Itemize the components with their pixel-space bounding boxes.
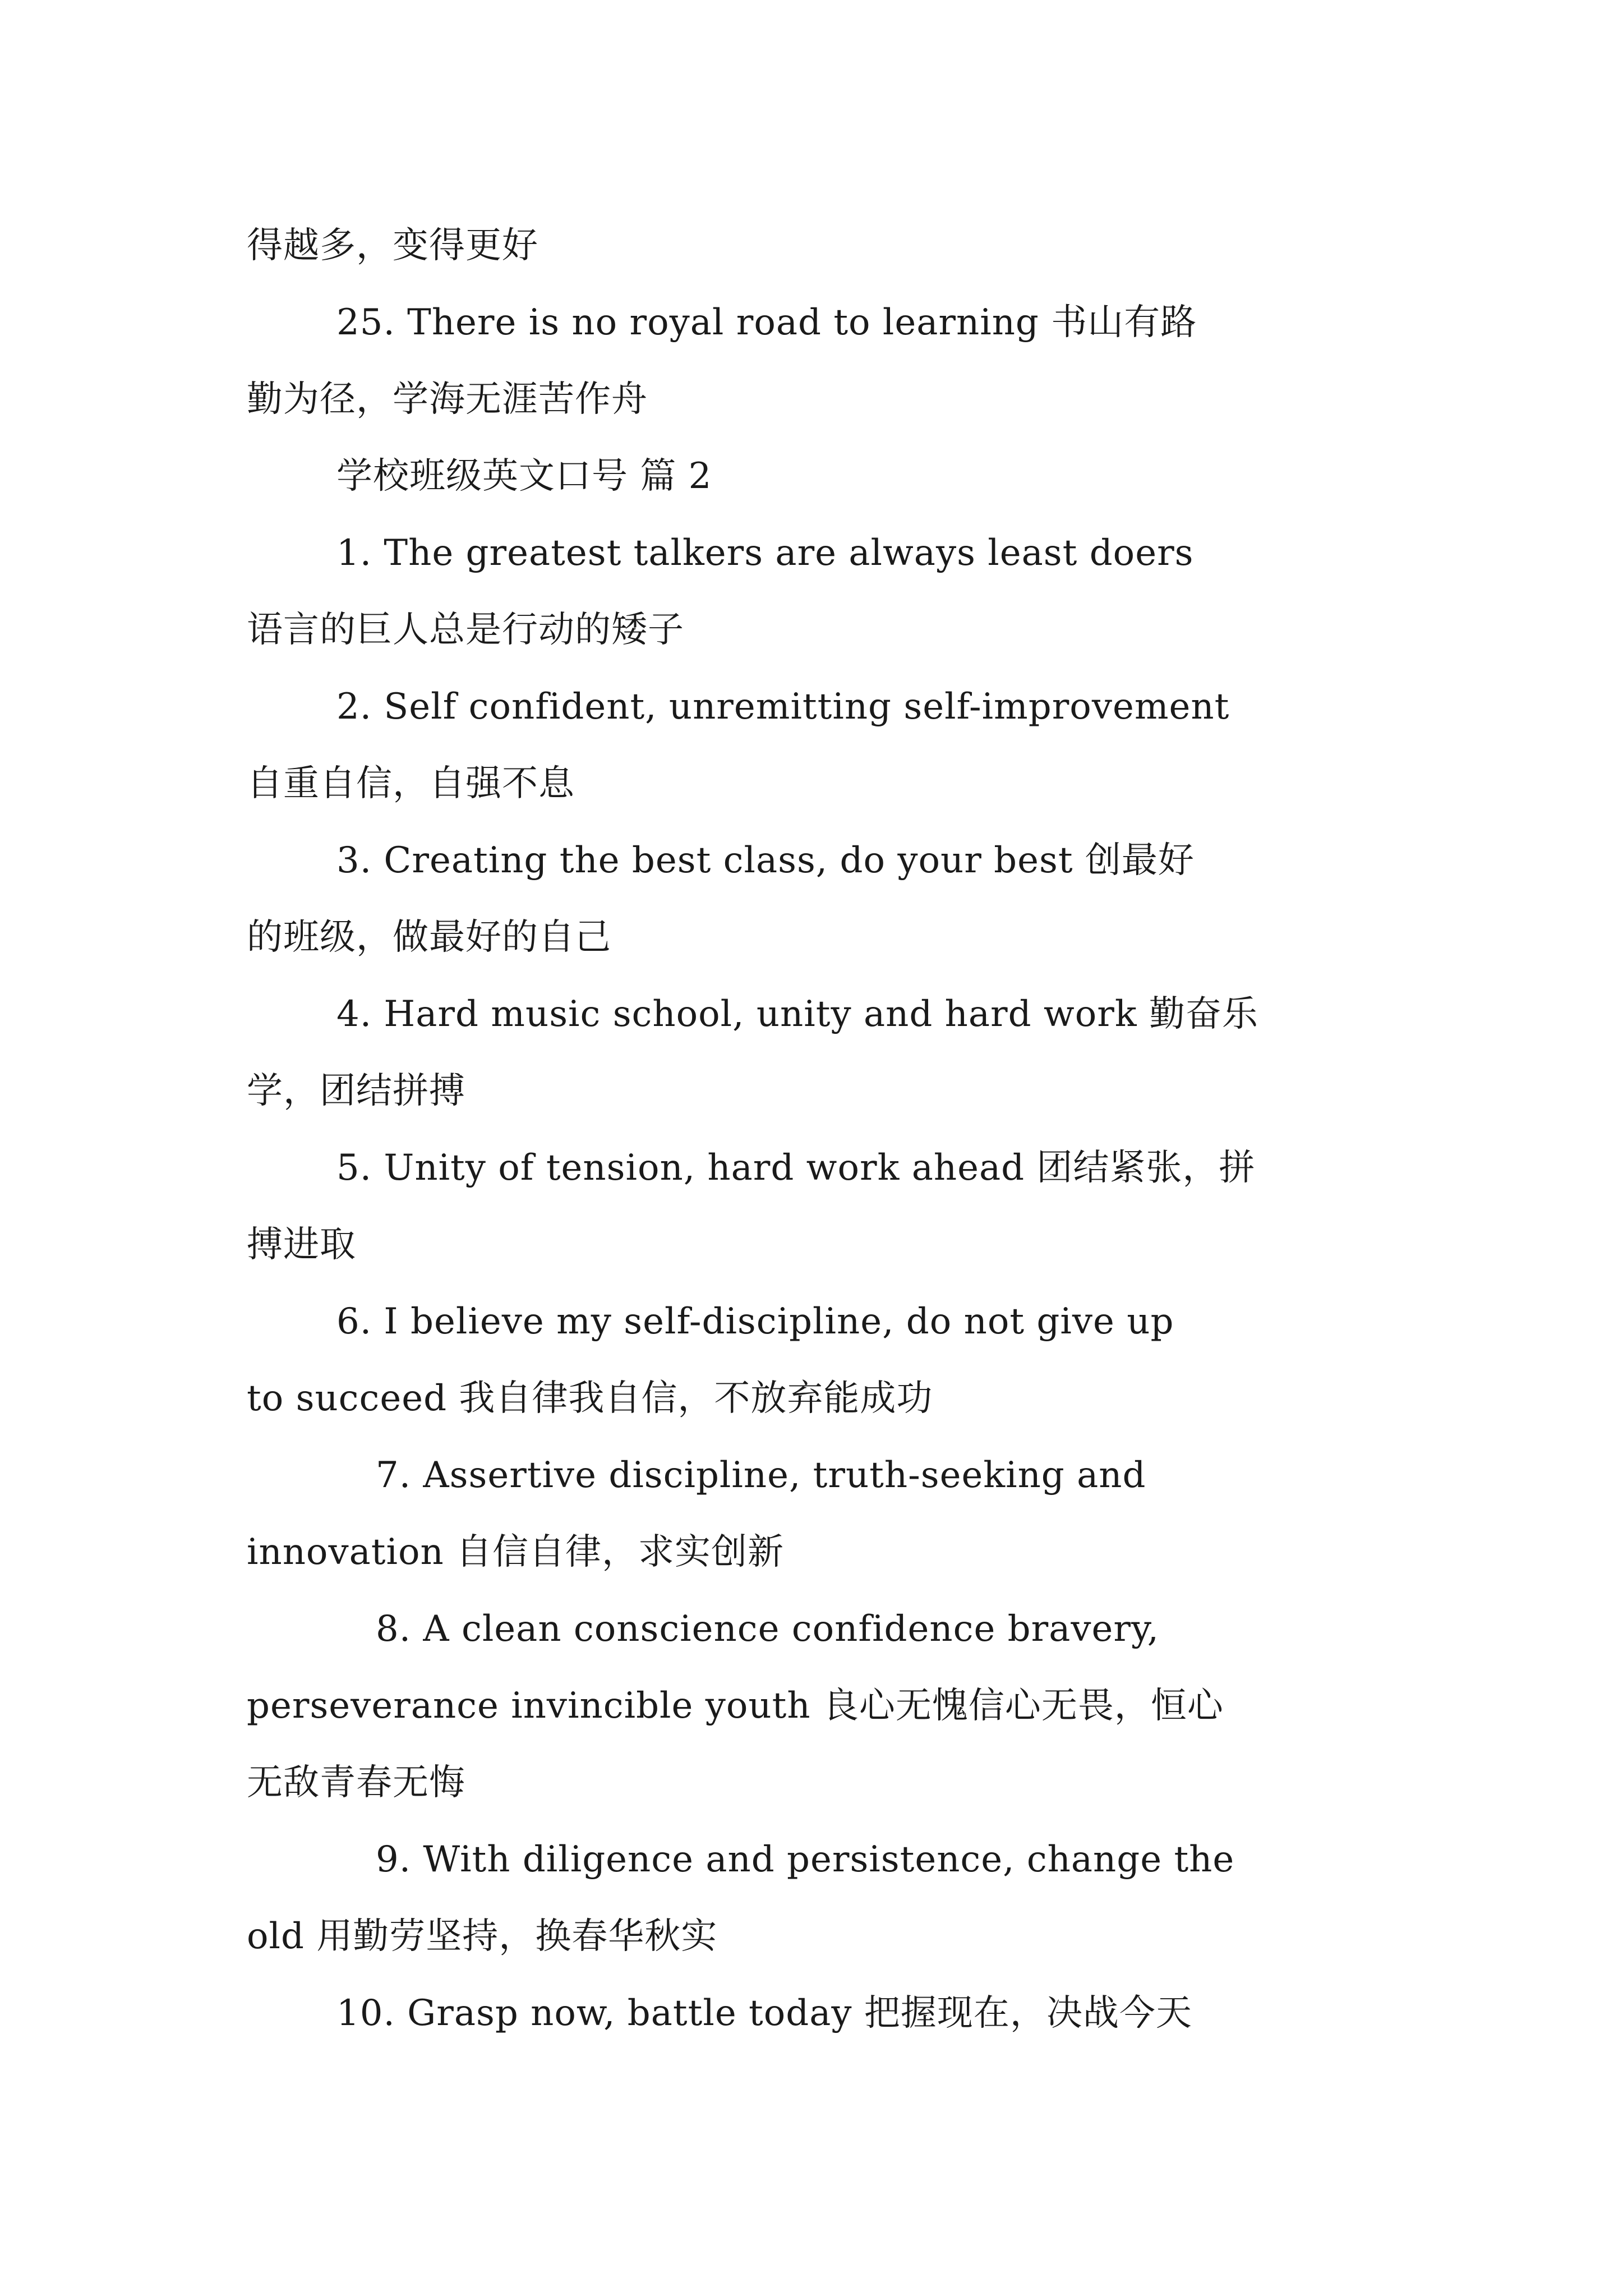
text-line: to succeed 我自律我自信，不放弃能成功	[247, 1378, 933, 1419]
text-line: 1. The greatest talkers are always least doers	[336, 532, 1194, 574]
text-line: 的班级，做最好的自己	[247, 917, 611, 958]
text-line: 语言的巨人总是行动的矮子	[247, 609, 684, 651]
text-line: 9. With diligence and persistence, change the	[376, 1839, 1235, 1880]
text-line: 8. A clean conscience confidence bravery,	[376, 1608, 1159, 1650]
text-line: 自重自信，自强不息	[247, 763, 575, 804]
text-line: innovation 自信自律，求实创新	[247, 1531, 785, 1573]
text-line: 4. Hard music school, unity and hard work 勤奋乐	[336, 993, 1258, 1035]
section-heading: 学校班级英文口号 篇 2	[336, 455, 712, 497]
text-line: 6. I believe my self-discipline, do not give up	[336, 1301, 1174, 1342]
text-line: 搏进取	[247, 1224, 356, 1266]
text-line: old 用勤劳坚持，换春华秋实	[247, 1916, 718, 1957]
text-line: perseverance invincible youth 良心无愧信心无畏，恒心	[247, 1685, 1224, 1727]
text-line: 10. Grasp now, battle today 把握现在，决战今天	[336, 1993, 1192, 2034]
document-body	[247, 208, 1385, 2052]
text-line: 无敌青春无悔	[247, 1762, 465, 1803]
text-line: 25. There is no royal road to learning 书山有路	[336, 302, 1197, 343]
text-line: 得越多，变得更好	[247, 225, 538, 266]
text-line: 3. Creating the best class, do your best 创最好	[336, 840, 1195, 881]
text-line: 7. Assertive discipline, truth-seeking and	[376, 1455, 1146, 1496]
text-line: 2. Self confident, unremitting self-improvement	[336, 686, 1230, 728]
text-line: 勤为径，学海无涯苦作舟	[247, 379, 648, 420]
text-line: 学，团结拼搏	[247, 1070, 465, 1112]
text-line: 5. Unity of tension, hard work ahead 团结紧张，拼	[336, 1147, 1256, 1189]
